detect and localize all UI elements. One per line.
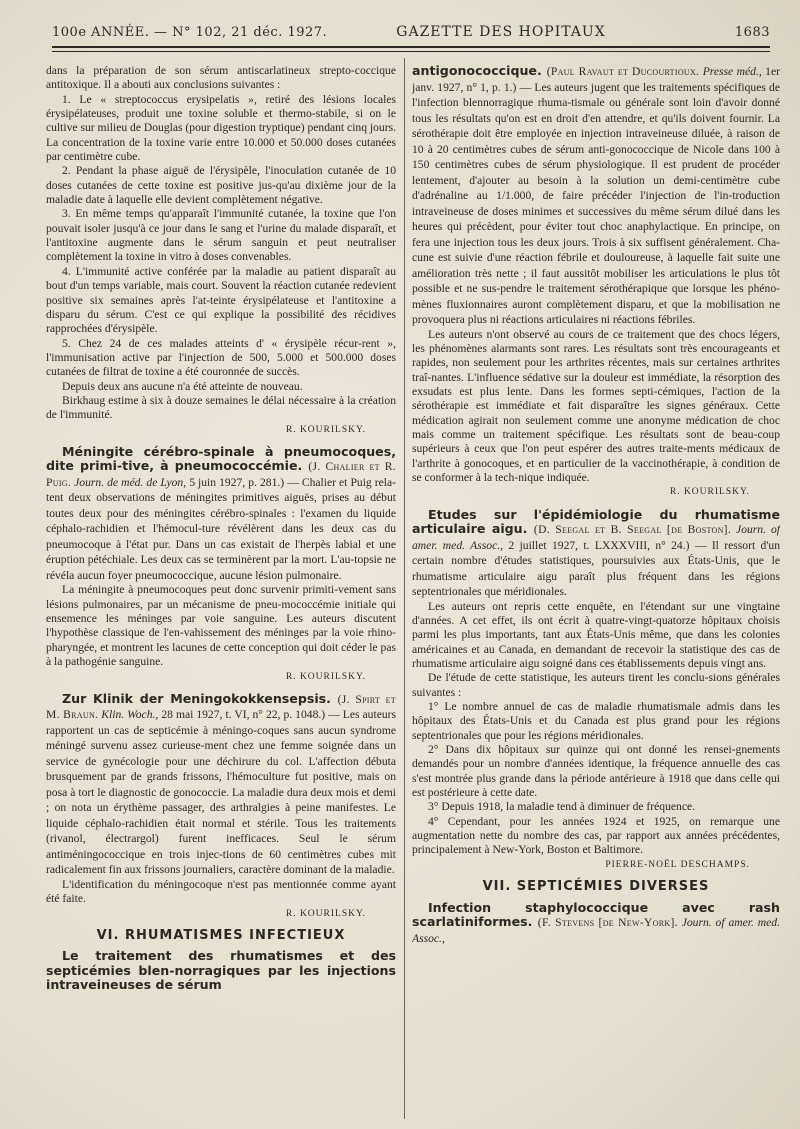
paragraph: Chalier et Puig rela-tent deux observations de méningites primitives aiguës, prises au début toutes deux pour des méningites cérébro-spinales : l'examen du liquide céphalo-rachidien et l'hémocul-ture révélèrent dans les deux cas du pneumocoque à l'état pur. Dans un cas existait de l'herpès labial et une éruption pétéchiale. Les deux cas se terminèrent par la mort. L'au-topsie ne révéla aucun foyer pneumococcique, aucune lésion pulmonaire. <box>46 475 396 582</box>
journal-title: GAZETTE DES HOPITAUX <box>396 24 606 40</box>
issue-info: 100e ANNÉE. — N° 102, 21 déc. 1927. <box>52 25 328 40</box>
section-title: VI. RHUMATISMES INFECTIEUX <box>96 927 346 943</box>
paragraph: 1° Le nombre annuel de cas de maladie rhumatismale admis dans les hôpitaux des États-Unis et du Canada est plus grand pour les régions septentrionales que pour les régions méridionales. <box>412 700 780 742</box>
signature: R. KOURILSKY. <box>669 487 750 498</box>
title-text: Zur Klinik der Meningokokkensepsis. <box>62 690 331 706</box>
paragraph: — Les auteurs jugent que les traitements spécifiques de l'infection blennorragique rhuma-tismale ou générale sont loin d'avoir donné tous les résultats qu'on est en droit d'en attendre, et qu'ils doivent fournir. La sérothérapie doit être employée en injection intraveineuse diluée, à raison de 10 à 20 centimètres cubes de sérum anti-gonococcique de Nicole dans 100 à 150 centimètres cubes de sérum physiologique. Il est prudent de procéder lentement, d'ajouter au besoin à la solution un demi-centimètre cube d'adrénaline au 1/1.000, de faire précéder l'injection de l'in-troduction intraveineuse de doses minimes et successives du même sérum dilué dans les heures qui précèdent, pour éviter tout choc anaphylactique. En principe, on fera une injection tous les deux jours. Trois à six suffisent généralement. Cha-cune est suivie d'une réaction fébrile et douloureuse, à laquelle fait suite une amélioration très nette ; il faut aussitôt mobiliser les articulations le plus tôt possible et ne sus-pendre le traitement sérothérapique que lorsque les phéno-mènes fluxionnaires auront complètement disparu, et que la mobilisation ne provoquera plus ni réactions articulaires ni réactions fébriles. <box>412 80 780 326</box>
authors: (F. Stevens [de New-York]. <box>537 916 678 929</box>
title-text: antigonococcique. <box>412 64 542 78</box>
paragraph: — Il ressort d'un certain nombre d'études statistiques, poursuivies aux États-Unis, que le rhumatisme articulaire aigu paraît plus fréquent dans les régions septentrionales que méridionales. <box>412 538 780 599</box>
signature: R. KOURILSKY. <box>285 908 366 919</box>
paragraph: 4° Cependant, pour les années 1924 et 1925, on remarque une augmentation nette du nombre des cas, par rapport aux années précédentes, principalement à New-York, Boston et Baltimore. <box>412 814 780 857</box>
title-text: Infection staphylococcique avec rash scarlatiniformes. <box>412 899 780 929</box>
paragraph: L'identification du méningocoque n'est pas mentionnée comme ayant été faite. <box>46 877 396 906</box>
citation-details: 5 juin 1927, p. 281.) — <box>189 475 299 489</box>
citation <box>412 65 780 326</box>
page-number: 1683 <box>734 25 770 40</box>
paragraph: La méningite à pneumocoques peut donc survenir primiti-vement sans lésions pulmonaires, par un mécanisme de pneu-mococcémie initiale qui ensemence les méninges par voie sanguine. Les auteurs discutent l'hypothèse classique de l'en-vahissement des méninges par la voie rhino-pharyngée, et montrent les lacunes de cette conception qui doit céder le pas à la pathogénie sanguine. <box>46 583 396 669</box>
citation-details: 28 mai 1927, t. VI, n° 22, p. 1048.) <box>161 708 326 722</box>
citation <box>46 460 396 582</box>
paragraph: Les auteurs n'ont observé au cours de ce traitement que des chocs légers, les phénomènes alarmants sont rares. Les résultats sont très encourageants et rapides, non seulement pour les arthrites récentes, mais sur certaines arthrites traî-nantes. L'influence sédative sur la douleur est immédiate, la résorption des exsudats est plus lente. Dans les formes septi-cémiques, l'action de la sérothérapie est immédiate et fait disparaître les signes généraux. Cette médication agirait non seulement comme une anonyme médication de choc mais comme un traitement spécifique. Les résultats sont de beau-coup supérieurs à ceux que l'on peut espérer des autres traite-ments médicaux de l'arthrite à gonocoques, et en particulier de la vaccinothérapie, à condition de se conformer à la tech-nique indiquée. <box>412 327 780 484</box>
article-title <box>412 901 780 947</box>
authors: (Paul Ravaut et Ducourtioux. <box>546 65 700 78</box>
paragraph: Birkhaug estime à six à douze semaines le délai nécessaire à la création de l'immunité. <box>46 393 396 422</box>
authors: (D. Seegal et B. Seegal [de Boston]. <box>533 523 732 537</box>
article-title <box>412 508 780 600</box>
running-header <box>52 24 770 48</box>
article-title: Le traitement des rhumatismes et des septicémies blen-norragiques par les injections intraveineuses de sérum <box>46 948 396 993</box>
paragraph: De l'étude de cette statistique, les auteurs tirent les conclu-sions générales suivantes : <box>412 671 780 699</box>
authors: (J. Chalier et R. Puig. <box>46 460 396 489</box>
citation-details: 1er janv. 1927, n° 1, p. 1.) <box>412 65 780 94</box>
paragraph: Depuis deux ans aucune n'a été atteinte de nouveau. <box>62 379 303 393</box>
section-title: VII. SEPTICÉMIES DIVERSES <box>482 879 710 895</box>
citation-details: 2 juillet 1927, t. LXXXVIII, n° 24.) <box>508 538 690 552</box>
article-title <box>46 692 396 878</box>
article-title <box>46 445 396 584</box>
left-column <box>46 64 396 1121</box>
paragraph: 2° Dans dix hôpitaux sur quinze qui ont donné les rensei-gnements demandés pour un nombre d'années identique, la fréquence annuelle des cas s'est montrée plus grande dans la période antérieure à 1918 que dans celle qui est postérieure à cette date. <box>412 743 780 800</box>
paragraph: 3° Depuis 1918, la maladie tend à diminuer de fréquence. <box>428 800 696 814</box>
article-title <box>412 64 780 328</box>
paragraph: 1. Le « streptococcus erysipelatis », retiré des lésions locales érysipélateuses, produit une toxine soluble et thermo-stabile, si on le cultive sur milieu de Douglas (pour digestion tryptique) pendant cinq jours. La concentration de la toxine varie entre 10.000 et 50.000 doses cutanées par centimètre cube. <box>46 92 396 164</box>
signature: R. KOURILSKY. <box>285 671 366 682</box>
signature: R. KOURILSKY. <box>285 424 366 435</box>
title-text: Méningite cérébro-spinale à pneumocoques, dite primi-tive, à pneumococcémie. <box>46 443 396 474</box>
journal-name: Journ. de méd. de Lyon, <box>74 475 187 489</box>
paragraph: 2. Pendant la phase aiguë de l'érysipèle, l'inoculation cutanée de 10 doses cutanées de cette toxine est positive jus-qu'au dixième jour de la maladie date à laquelle elle devient complètement négative. <box>46 164 396 207</box>
right-column <box>412 64 780 1121</box>
paragraph: 5. Chez 24 de ces malades atteints d' « érysipèle récur-rent », l'immunisation active par l'injection de 500, 5.000 et 500.000 doses cutanées de filtrat de toxine a été couronnée de succès. <box>46 336 396 379</box>
paragraph: dans la préparation de son sérum antiscarlatineux strepto-coccique antitoxique. Il a abouti aux conclusions suivantes : <box>46 64 396 92</box>
journal-name: Journ. of amer. med. Assoc., <box>412 523 780 552</box>
paragraph: — Les auteurs rapportent un cas de septicémie à méningo-coques sans aucun syndrome méningé survenu assez curieuse-ment chez une femme soignée dans un service de gynécologie pour une déchirure du col. L'affection débuta brusquement par de grands frissons, l'hémoculture fut positive, mais on posa à tort le diagnostic de gonococcie. La maladie dura deux mois et demi ; on nota un érythème passager, des arthralgies à peine manifestes. Le liquide céphalo-rachidien était normal et stérile. Tous les traitements (rivanol, électrargol) furent inefficaces. Seul le sérum antiméningococcique en trois injec-tions de 60 centimètres cubes mit radicalement fin aux frissons journaliers, caractère dominant de la maladie. <box>46 708 396 877</box>
paragraph: 4. L'immunité active conférée par la maladie au patient disparaît au bout d'un temps variable, mais court. Souvent la réaction cutanée redevient positive six semaines après l'at-teinte érysipélateuse et l'antitoxine a disparu du sérum. C'est ce qui explique la possibilité des récidives rapprochées d'érysipèle. <box>46 264 396 336</box>
journal-name: Journ. of amer. med. Assoc., <box>412 916 780 945</box>
title-text: Etudes sur l'épidémiologie du rhumatisme articulaire aigu. <box>412 506 780 537</box>
signature: PIERRE-NOËL DESCHAMPS. <box>605 859 750 870</box>
column-divider <box>404 58 405 1119</box>
journal-name: Klin. Woch., <box>101 708 159 722</box>
paragraph: 3. En même temps qu'apparaît l'immunité cutanée, la toxine que l'on pouvait isoler jusqu'à ce jour dans le sang et l'urine du malade disparaît, et l'antitoxine augmente dans le sérum sanguin et peut neutraliser complètement la toxine in vitro à doses convenables. <box>46 207 396 264</box>
authors: (J. Spirt et M. Braun. <box>46 692 396 722</box>
paragraph: Les auteurs ont repris cette enquête, en l'étendant sur une vingtaine d'années. A cet effet, ils ont écrit à quatre-vingt-quatorze hôpitaux choisis parmi les plus importants, tant aux États-Unis même, que dans les colonies américaines et au Canada, en demandant de recevoir la statistique des cas de rhumatisme articulaire aigu soigné dans ces établissements depuis vingt ans. <box>412 599 780 670</box>
header-rule-thin <box>52 51 770 52</box>
journal-name: Presse méd., <box>702 65 762 78</box>
header-rule <box>52 46 770 48</box>
citation <box>46 690 396 877</box>
